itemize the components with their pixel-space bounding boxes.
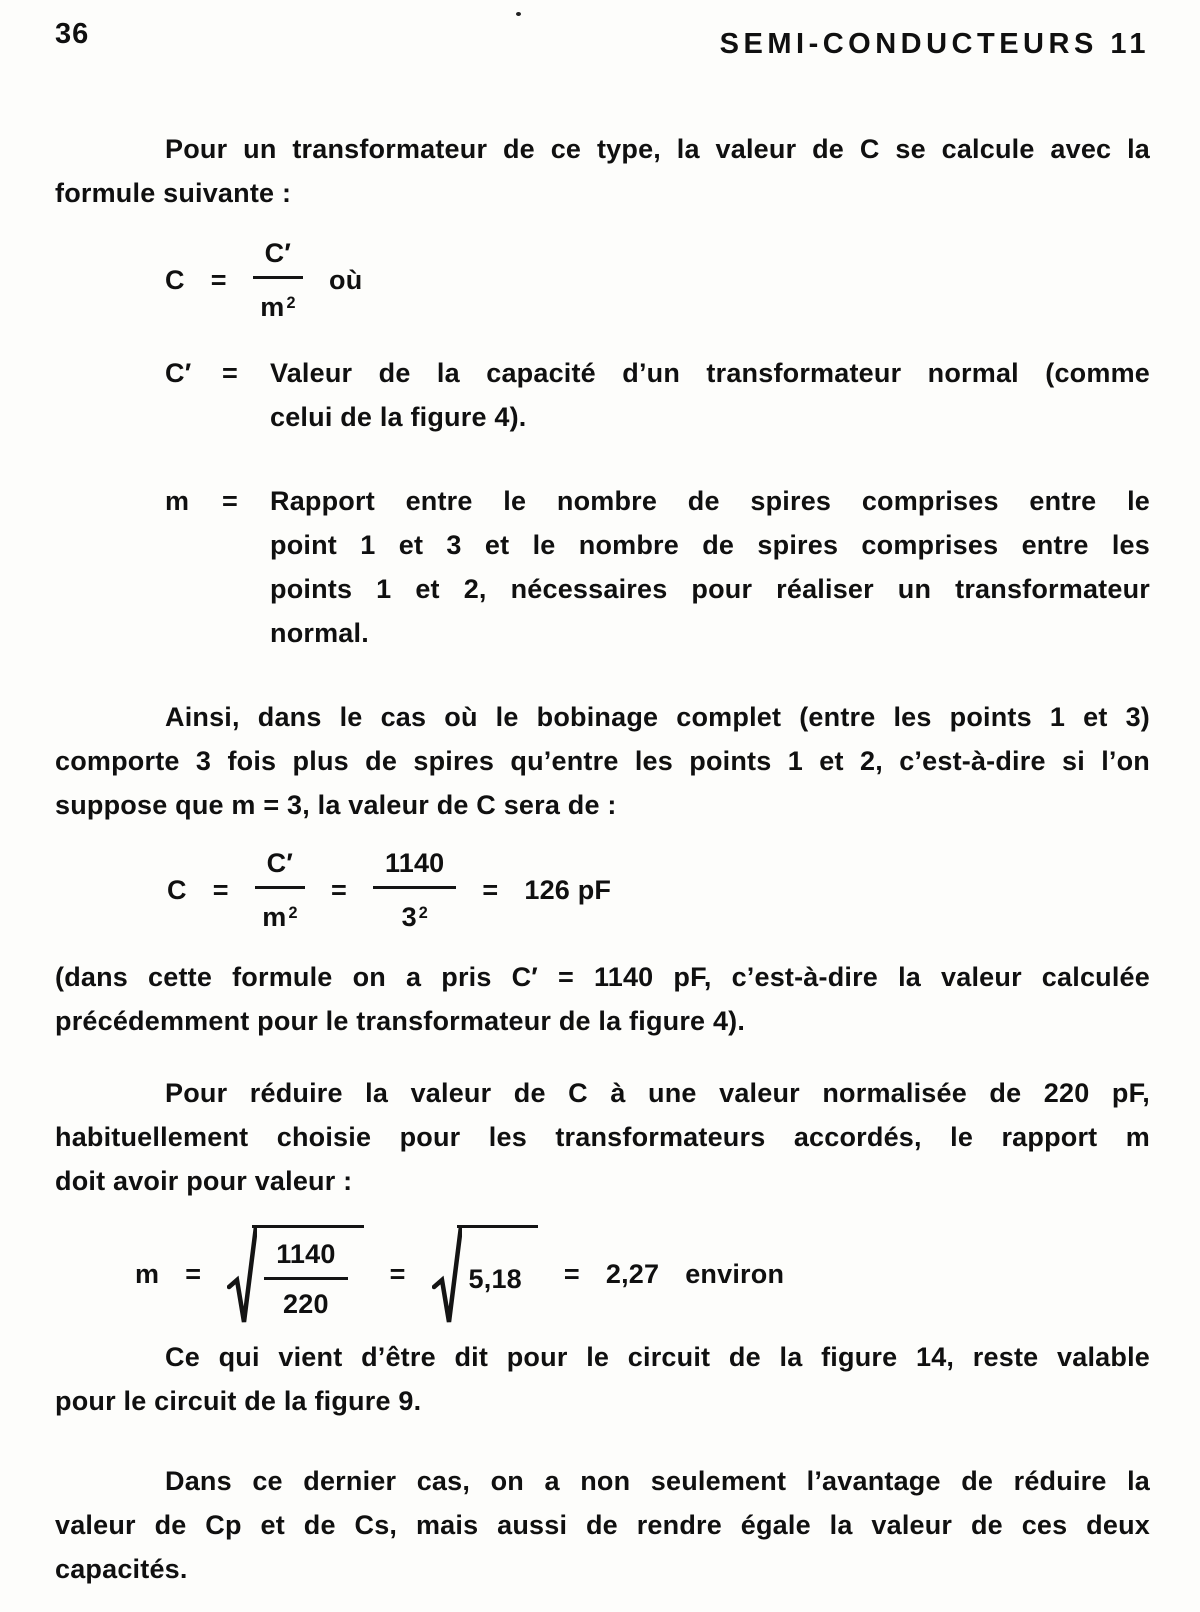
equals-sign: = <box>563 1259 580 1290</box>
square-root <box>432 1225 538 1323</box>
radicand <box>252 1225 363 1323</box>
text-line: Valeur de la capacité d’un transformateur normal (comme <box>270 358 1150 389</box>
text-line: suppose que m = 3, la valeur de C sera de : <box>55 790 617 821</box>
page-header <box>55 18 1150 61</box>
text-line: Rapport entre le nombre de spires comprises entre le <box>270 486 1150 517</box>
equals-sign: = <box>389 1259 406 1290</box>
text-line: doit avoir pour valeur : <box>55 1166 353 1197</box>
formula-c-definition <box>165 235 1150 325</box>
formula-result: 2,27 <box>605 1259 660 1290</box>
fraction-numerator: 1140 <box>373 845 456 889</box>
text-line: valeur de Cp et de Cs, mais aussi de rendre égale la valeur de ces deux <box>55 1510 1150 1541</box>
paragraph-reduire <box>55 1071 1150 1203</box>
radicand <box>457 1225 538 1323</box>
paragraph-ainsi <box>55 695 1150 827</box>
formula-result: 126 pF <box>524 875 612 906</box>
fraction <box>253 235 303 325</box>
text-line: Ainsi, dans le cas où le bobinage complet (entre les points 1 et 3) <box>165 702 1150 733</box>
fraction <box>264 1236 347 1322</box>
formula-tail: environ <box>685 1259 785 1290</box>
exponent: 2 <box>288 904 298 923</box>
paragraph-intro <box>55 127 1150 215</box>
formula-tail: où <box>329 265 363 296</box>
definition-m <box>165 479 1150 655</box>
denominator-base: m <box>262 902 287 933</box>
exponent: 2 <box>286 294 296 312</box>
square-root <box>227 1225 363 1323</box>
definition-c-prime <box>165 351 1150 439</box>
text-line: (dans cette formule on a pris C′ = 1140 pF, c’est-à-dire la valeur calculée <box>55 962 1150 993</box>
formula-lhs: C <box>167 875 187 906</box>
equals-sign: = <box>185 1259 202 1290</box>
paragraph-dernier <box>55 1459 1150 1591</box>
formula-lhs: C <box>165 265 185 296</box>
header-title: SEMI-CONDUCTEURS 11 <box>719 28 1150 60</box>
fraction-denominator <box>260 279 295 325</box>
fraction-denominator <box>262 889 297 935</box>
fraction <box>373 845 456 935</box>
denominator-base: 3 <box>401 902 417 933</box>
fraction-denominator: 220 <box>283 1289 329 1320</box>
scan-speck <box>516 12 521 16</box>
equals-sign: = <box>222 486 238 517</box>
formula-c-calculation <box>167 845 1150 935</box>
text-line: celui de la figure 4). <box>270 402 527 433</box>
text-line: pour le circuit de la figure 9. <box>55 1386 422 1417</box>
fraction-numerator: C′ <box>253 235 303 279</box>
text-line: normal. <box>270 618 369 649</box>
definition-term: m <box>165 486 190 517</box>
text-line: précédemment pour le transformateur de la figure 4). <box>55 1006 746 1037</box>
text-line: Dans ce dernier cas, on a non seulement l’avantage de réduire la <box>165 1466 1150 1497</box>
radicand-value: 5,18 <box>468 1264 522 1295</box>
exponent: 2 <box>418 904 428 923</box>
text-line: capacités. <box>55 1554 188 1585</box>
definition-term: C′ <box>165 358 192 389</box>
formula-lhs: m <box>135 1259 160 1290</box>
formula-m-calculation <box>135 1225 1150 1323</box>
text-line: Pour un transformateur de ce type, la valeur de C se calcule avec la <box>165 134 1150 164</box>
equals-sign: = <box>210 265 227 296</box>
fraction-numerator: C′ <box>255 845 305 889</box>
equals-sign: = <box>482 875 499 906</box>
text-line: point 1 et 3 et le nombre de spires comprises entre les <box>270 530 1150 561</box>
definition-text <box>270 479 1150 655</box>
text-line: habituellement choisie pour les transformateurs accordés, le rapport m <box>55 1122 1150 1153</box>
page-number: 36 <box>55 18 90 50</box>
paragraph-formule <box>55 955 1150 1043</box>
text-line: Pour réduire la valeur de C à une valeur normalisée de 220 pF, <box>165 1078 1150 1109</box>
denominator-base: m <box>260 292 285 323</box>
paragraph-figure <box>55 1335 1150 1423</box>
definition-text <box>270 351 1150 439</box>
equals-sign: = <box>331 875 348 906</box>
fraction <box>255 845 305 935</box>
fraction-denominator <box>402 889 428 935</box>
text-line: Ce qui vient d’être dit pour le circuit de la figure 14, reste valable <box>165 1342 1150 1373</box>
text-line: points 1 et 2, nécessaires pour réaliser un transformateur <box>270 574 1150 605</box>
text-line: formule suivante : <box>55 178 292 208</box>
equals-sign: = <box>212 875 229 906</box>
fraction-numerator: 1140 <box>264 1236 347 1280</box>
equals-sign: = <box>222 358 238 389</box>
text-line: comporte 3 fois plus de spires qu’entre les points 1 et 2, c’est-à-dire si l’on <box>55 746 1150 777</box>
